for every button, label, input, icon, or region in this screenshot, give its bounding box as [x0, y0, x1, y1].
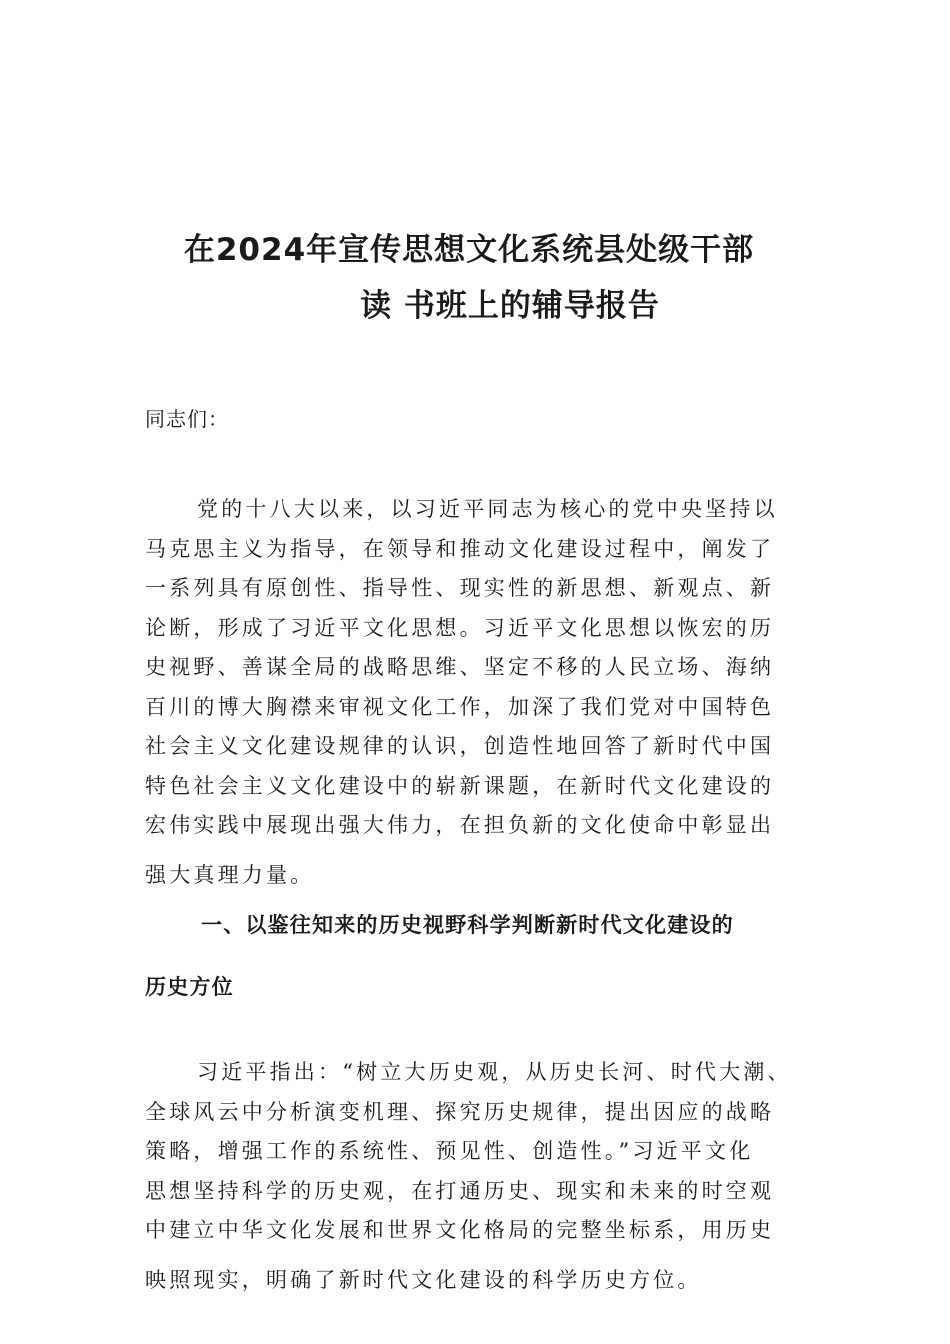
paragraph-line: 论断，形成了习近平文化思想。习近平文化思想以恢宏的历 [145, 615, 775, 640]
title-line-1: 在2024年宣传思想文化系统县处级干部 [183, 232, 755, 268]
document-title [0, 222, 950, 334]
paragraph-line: 特色社会主义文化建设中的崭新课题，在新时代文化建设的 [145, 773, 775, 798]
heading-line: 一、以鉴往知来的历史视野科学判断新时代文化建设的 [201, 913, 734, 937]
greeting: 同志们： [145, 407, 229, 431]
paragraph-line: 策略，增强工作的系统性、预见性、创造性。”习近平文化 [145, 1139, 754, 1163]
paragraph-line: 宏伟实践中展现出强大伟力，在担负新的文化使命中彰显出 [145, 813, 775, 837]
paragraph-line: 全球风云中分析演变机理、探究历史规律，提出因应的战略 [145, 1099, 775, 1124]
paragraph-line: 中建立中华文化发展和世界文化格局的完整坐标系，用历史 [145, 1218, 775, 1242]
paragraph-line: 一系列具有原创性、指导性、现实性的新思想、新观点、新 [145, 576, 775, 600]
paragraph-line: 史视野、善谋全局的战略思维、坚定不移的人民立场、海纳 [145, 655, 775, 679]
paragraph-1 [145, 490, 803, 895]
paragraph-line: 习近平指出：“树立大历史观，从历史长河、时代大潮、 [197, 1060, 792, 1084]
paragraph-line: 强大真理力量。 [145, 862, 315, 887]
paragraph-line: 思想坚持科学的历史观，在打通历史、现实和未来的时空观 [145, 1178, 775, 1203]
paragraph-line: 马克思主义为指导，在领导和推动文化建设过程中，阐发了 [145, 536, 775, 561]
paragraph-2 [145, 1053, 803, 1300]
section-heading-1 [145, 908, 805, 1004]
paragraph-line: 党的十八大以来，以习近平同志为核心的党中央坚持以 [197, 497, 778, 521]
paragraph-line: 社会主义文化建设规律的认识，创造性地回答了新时代中国 [145, 734, 775, 758]
paragraph-line: 映照现实，明确了新时代文化建设的科学历史方位。 [145, 1267, 702, 1292]
title-line-2: 读 书班上的辅导报告 [360, 288, 660, 324]
paragraph-line: 百川的博大胸襟来审视文化工作，加深了我们党对中国特色 [145, 694, 775, 719]
heading-line: 历史方位 [145, 975, 234, 999]
